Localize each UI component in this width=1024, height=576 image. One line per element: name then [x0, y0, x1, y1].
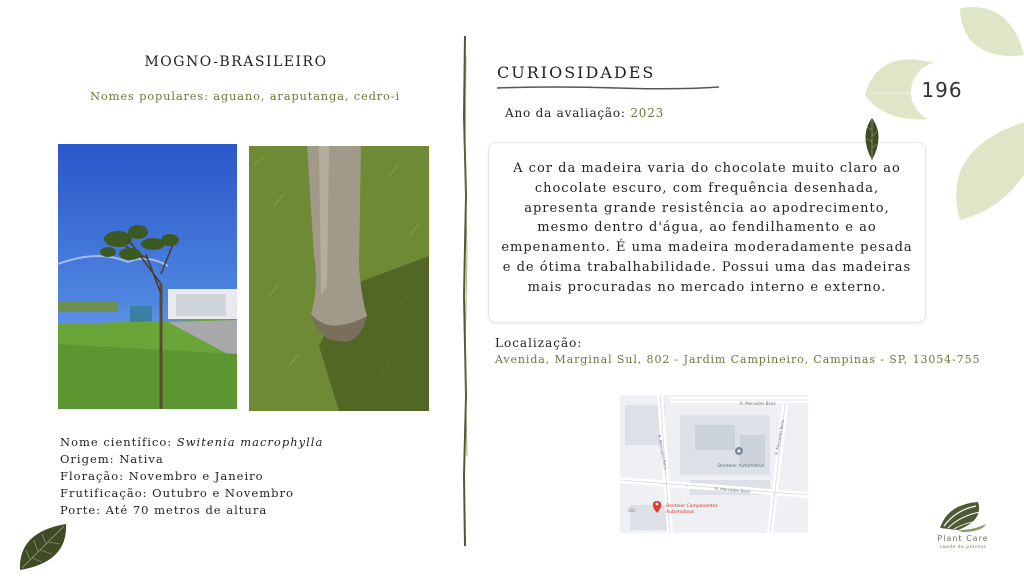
flowering-row: [60, 468, 323, 485]
fruiting-value: Outubro e Novembro: [152, 486, 294, 500]
year-label: Ano da avaliação:: [505, 106, 626, 120]
decorative-leaves-icon: [860, 0, 1024, 225]
location-map[interactable]: [620, 395, 808, 533]
map-street-right: R. Mercedes Benz: [774, 419, 786, 456]
flowering-value: Novembro e Janeiro: [128, 469, 264, 483]
trunk-photo: [249, 146, 429, 411]
brand-logo-icon: [938, 500, 988, 532]
fruiting-label: Frutificação:: [60, 486, 148, 500]
title-underline: [497, 84, 719, 92]
popular-names-label: Nomes populares:: [90, 89, 209, 103]
map-place-benteler: Benteler Automotive: [718, 464, 765, 469]
brand-name: Plant Care: [937, 534, 989, 543]
column-divider: [458, 36, 472, 546]
page-number: 196: [921, 78, 963, 102]
curiosities-title: CURIOSIDADES: [497, 63, 656, 82]
scientific-name-label: Nome científico:: [60, 435, 173, 449]
year-value: 2023: [630, 106, 665, 120]
plant-facts: [60, 434, 323, 519]
map-street-mid: R. Mercedes Benz: [714, 486, 751, 495]
leaf-icon: [861, 118, 883, 160]
origin-value: Nativa: [119, 452, 164, 466]
size-row: [60, 502, 323, 519]
map-street-left: R. Mercedes Benz: [657, 434, 669, 471]
origin-label: Origem:: [60, 452, 115, 466]
origin-row: [60, 451, 323, 468]
plant-name: MOGNO-BRASILEIRO: [144, 54, 328, 70]
popular-names-value: aguano, araputanga, cedro-i: [213, 89, 400, 103]
map-place-componentes-2: Automotivos: [666, 510, 695, 515]
flowering-label: Floração:: [60, 469, 125, 483]
tree-photo: [58, 144, 237, 409]
bottom-leaf-icon: [18, 522, 68, 572]
fruiting-row: [60, 485, 323, 502]
popular-names: [0, 89, 490, 103]
curiosities-description: A cor da madeira varia do chocolate muito claro ao chocolate escuro, com frequência desenhada, apresenta grande resistência ao apodrecimento, mesmo dentro d'água, ao fendilhamento e ao empenamento. É uma madeira moderadamente pesada e de ótima trabalhabilidade. Possui uma das madeiras mais procuradas no mercado interno e externo.: [488, 142, 926, 323]
size-label: Porte:: [60, 503, 101, 517]
brand-tagline: saúde de plantas: [939, 545, 987, 550]
evaluation-year: [505, 106, 664, 120]
map-street-top: R. Mercedes Benz: [740, 401, 776, 406]
size-value: Até 70 metros de altura: [105, 503, 268, 517]
location-label: Localização:: [495, 336, 583, 350]
scientific-name-row: [60, 434, 323, 451]
map-place-number: 682: [628, 508, 636, 513]
map-place-componentes: Benteler Componentes: [666, 504, 718, 509]
map-marker-icon: [735, 447, 743, 455]
scientific-name-value: Switenia macrophylla: [176, 435, 324, 449]
location-value: Avenida, Marginal Sul, 802 - Jardim Campineiro, Campinas - SP, 13054-755: [495, 353, 981, 366]
